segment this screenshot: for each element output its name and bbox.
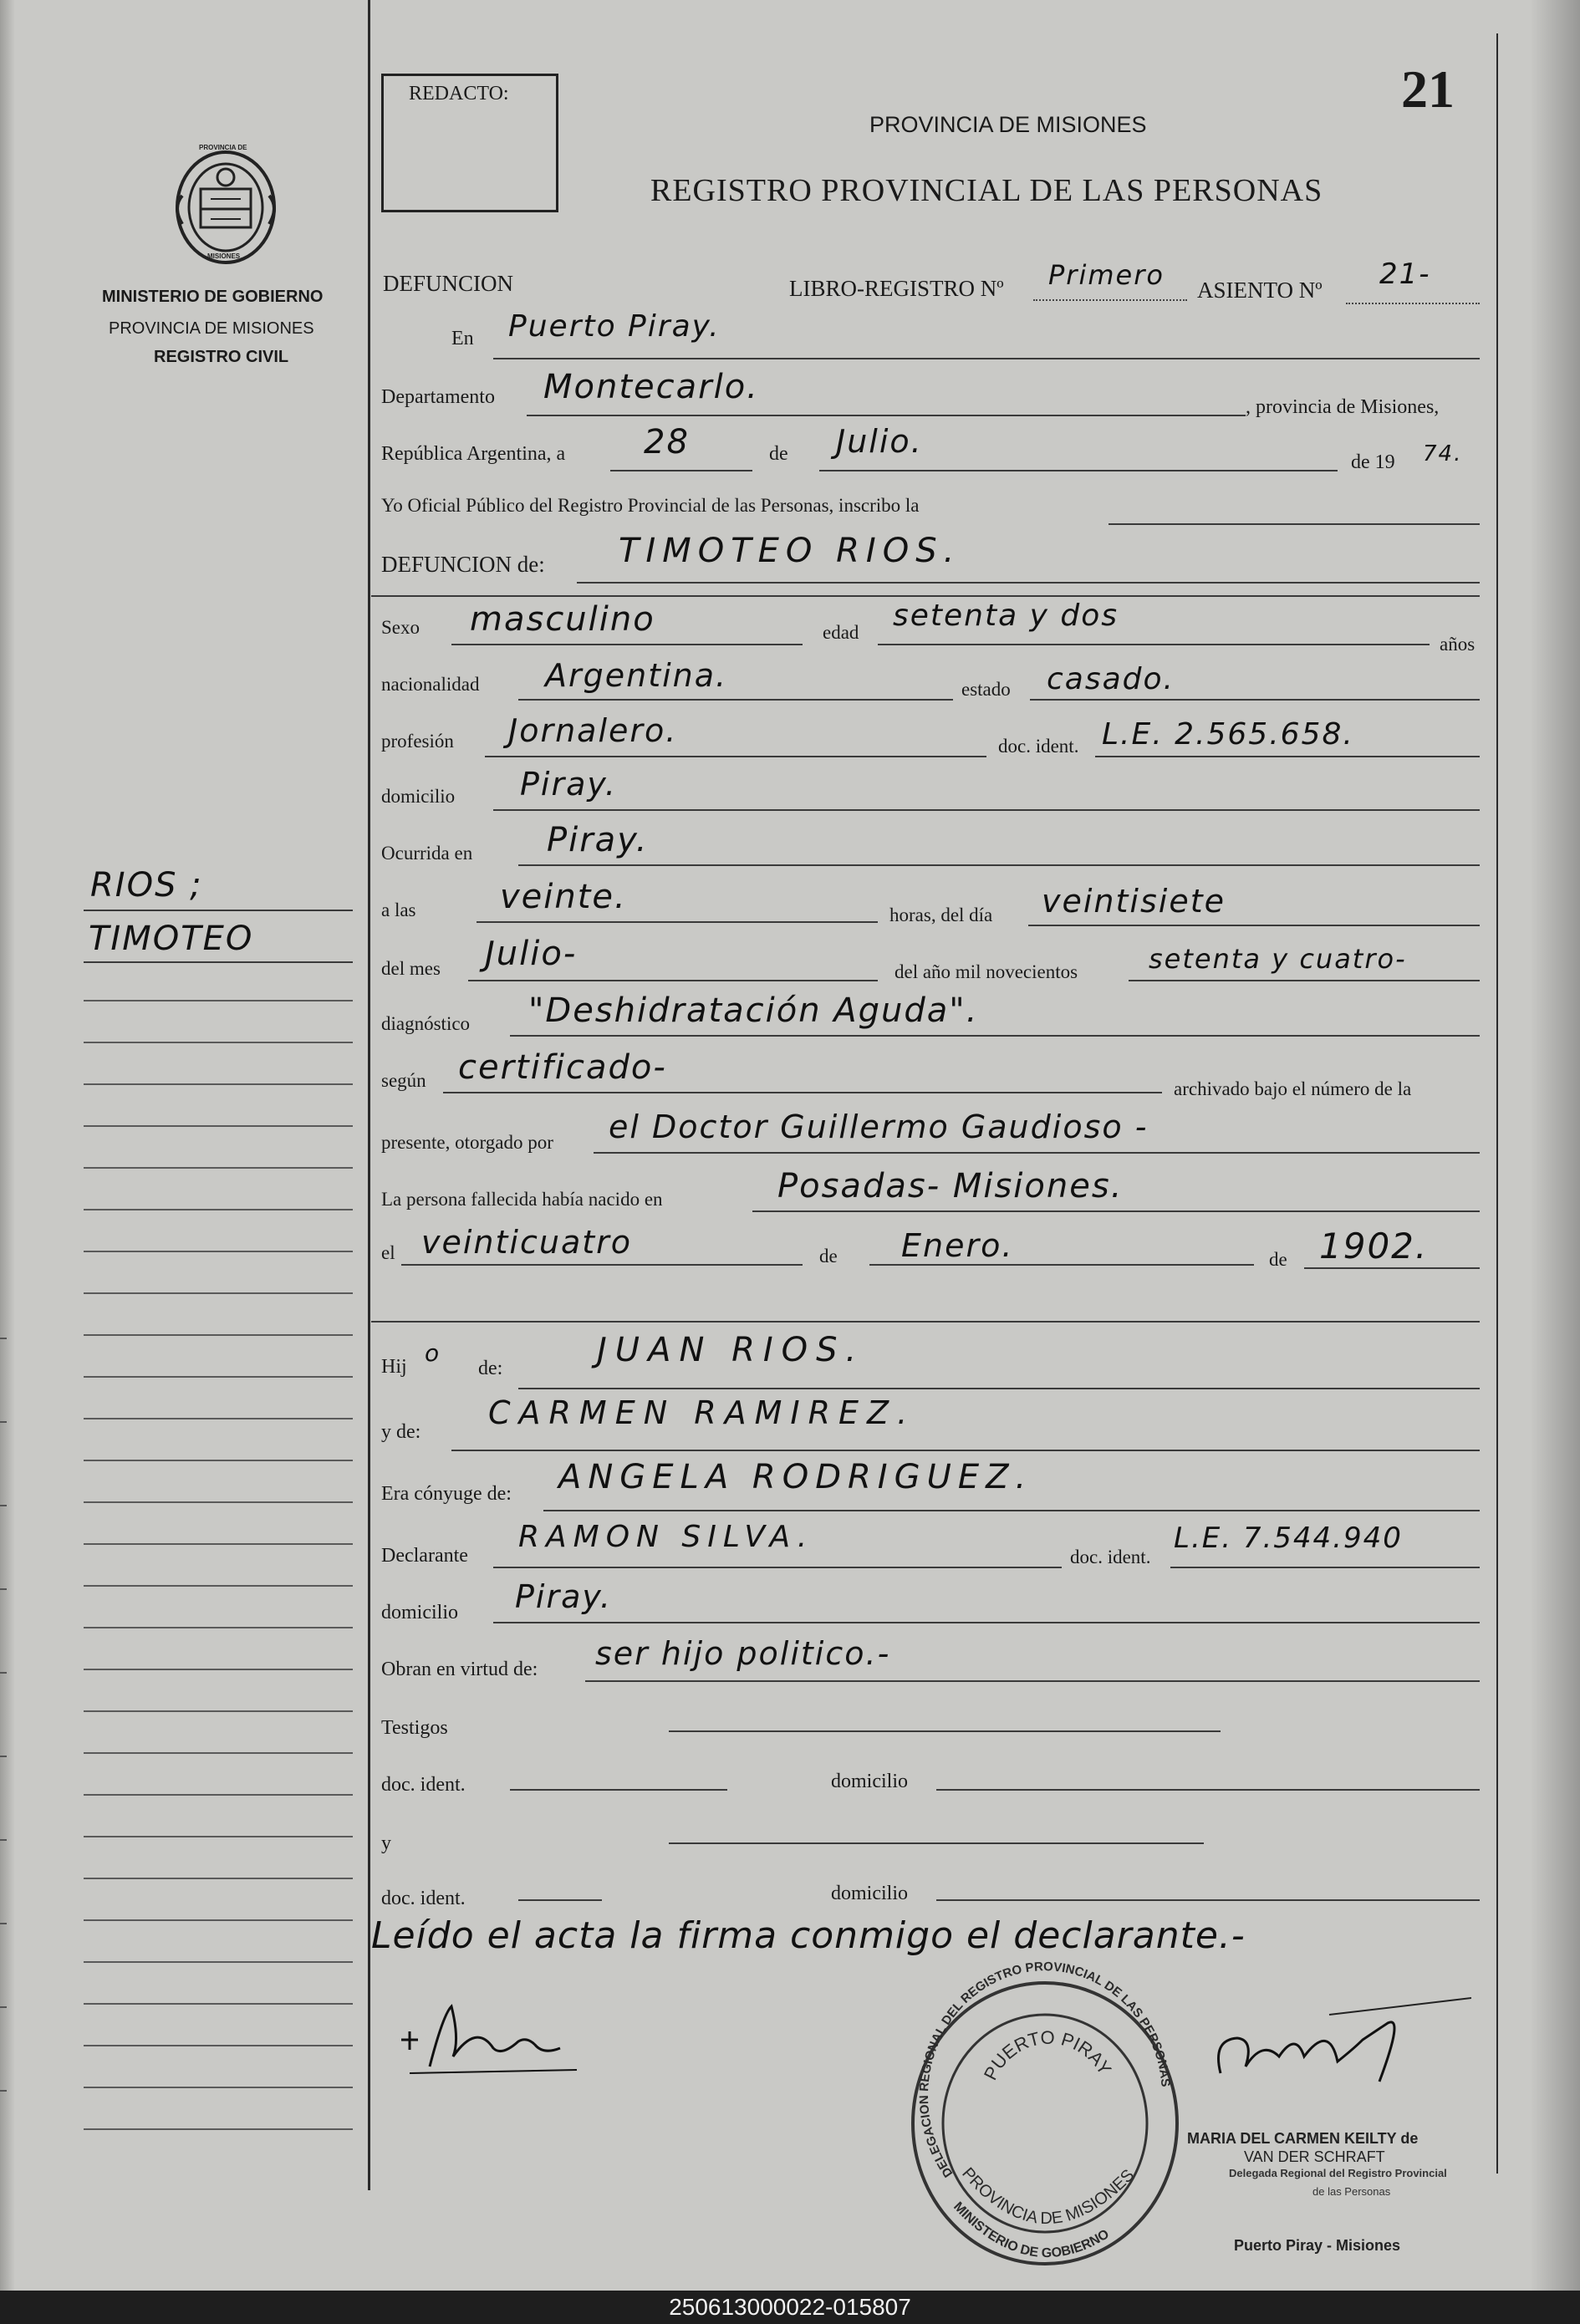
edad-value: setenta y dos [893, 599, 1119, 633]
field-line [1109, 523, 1480, 525]
en-label: En [451, 328, 474, 349]
birth-de-label: de [819, 1246, 838, 1266]
margin-rule-line [84, 2087, 353, 2088]
field-line [1028, 925, 1480, 926]
redacto-box [381, 74, 558, 212]
field-line [527, 415, 1246, 416]
y-de-label: y de: [381, 1421, 421, 1443]
margin-rule-line [84, 1000, 353, 1001]
margin-note-given-name: TIMOTEO [89, 920, 254, 958]
field-line [585, 1680, 1480, 1682]
ministry-line-3: REGISTRO CIVIL [154, 348, 289, 366]
field-line [1129, 980, 1480, 981]
field-line [1030, 699, 1480, 701]
sexo-label: Sexo [381, 617, 420, 638]
segun-value: certificado- [458, 1048, 667, 1087]
image-id-bar: 250613000022-015807 [0, 2291, 1580, 2324]
asiento-value: 21- [1379, 257, 1431, 291]
margin-rule-line [84, 1125, 353, 1127]
svg-text:PROVINCIA DE MISIONES [958, 2164, 1138, 2228]
field-line [936, 1789, 1480, 1791]
field-line [485, 756, 986, 757]
margin-rule-line [84, 1710, 353, 1712]
official-title-line-2: de las Personas [1312, 2185, 1391, 2198]
margin-rule-line [84, 1042, 353, 1043]
field-line [878, 644, 1430, 645]
deceased-value: TIMOTEO RIOS. [619, 532, 961, 570]
declarante-label: Declarante [381, 1545, 468, 1567]
doc-ident-value: L.E. 2.565.658. [1102, 717, 1354, 752]
el-label: el [381, 1242, 395, 1263]
hijo-label: Hij [381, 1356, 407, 1378]
t2-doc-label: doc. ident. [381, 1888, 466, 1909]
diagnostico-value: "Deshidratación Aguda". [528, 991, 979, 1030]
archivado-label: archivado bajo el número de la [1174, 1078, 1412, 1099]
t1-doc-label: doc. ident. [381, 1774, 466, 1796]
edge-tick [0, 1672, 7, 1674]
nacionalidad-value: Argentina. [545, 657, 728, 694]
field-line [493, 1622, 1480, 1623]
stamp-bottom-text: PROVINCIA DE MISIONES [958, 2163, 1139, 2229]
stamp-middle-text: PUERTO PIRAY [979, 2026, 1116, 2084]
nacionalidad-label: nacionalidad [381, 674, 480, 695]
decl-doc-value: L.E. 7.544.940 [1174, 1521, 1403, 1555]
asiento-label: ASIENTO Nº [1197, 278, 1323, 303]
official-title-line-3: Puerto Piray - Misiones [1234, 2237, 1401, 2254]
margin-rule-line [84, 1543, 353, 1545]
margin-rule-line [84, 1418, 353, 1419]
day-value: 28 [644, 423, 690, 461]
father-value: JUAN RIOS. [597, 1331, 865, 1369]
a-las-label: a las [381, 900, 416, 920]
decl-domicilio-label: domicilio [381, 1602, 458, 1623]
field-line [401, 1264, 803, 1266]
field-line [493, 809, 1480, 811]
hijo-de-label: de: [478, 1358, 503, 1379]
edge-tick [0, 2006, 7, 2008]
field-line [577, 582, 1480, 584]
a-las-value: veinte. [500, 878, 627, 916]
nacido-value: Posadas- Misiones. [777, 1167, 1124, 1205]
provincia-label: , provincia de Misiones, [1246, 396, 1440, 418]
stamp-ministry-text: MINISTERIO DE GOBIERNO [951, 2199, 1112, 2261]
right-rule [1496, 33, 1498, 2174]
margin-rule-line [84, 2003, 353, 2005]
defuncion-label: DEFUNCION [383, 271, 514, 296]
profesion-label: profesión [381, 731, 454, 752]
edge-tick [0, 1505, 7, 1506]
birth-month-value: Enero. [901, 1227, 1014, 1264]
ministry-line-2: PROVINCIA DE MISIONES [109, 319, 314, 338]
horas-value: veintisiete [1042, 883, 1226, 920]
margin-rule-line [84, 1083, 353, 1085]
margin-rule-line [84, 2128, 353, 2130]
field-line [493, 1567, 1062, 1568]
margin-rule-line [84, 1292, 353, 1294]
official-name-line-2: VAN DER SCHRAFT [1244, 2148, 1385, 2165]
field-line [510, 1035, 1480, 1037]
field-line [936, 1899, 1480, 1901]
horas-label: horas, del día [889, 905, 993, 925]
seal-caption-bottom: MISIONES [207, 252, 241, 260]
del-mes-label: del mes [381, 958, 441, 979]
profesion-value: Jornalero. [508, 712, 678, 749]
edge-tick [0, 1839, 7, 1841]
redacto-label: REDACTO: [409, 83, 509, 104]
departamento-label: Departamento [381, 386, 495, 408]
registry-title: REGISTRO PROVINCIAL DE LAS PERSONAS [650, 173, 1323, 208]
edge-tick [0, 1756, 7, 1757]
domicilio-value: Piray. [520, 766, 617, 803]
closing-statement: Leído el acta la firma conmigo el declarante.- [371, 1914, 1246, 1957]
sexo-value: masculino [470, 600, 655, 639]
decl-domicilio-value: Piray. [515, 1578, 612, 1615]
t1-dom-label: domicilio [831, 1771, 908, 1792]
presente-label: presente, otorgado por [381, 1132, 553, 1153]
margin-rule-line [84, 1878, 353, 1879]
year-value: 74. [1423, 441, 1463, 466]
margin-rule-line [84, 1627, 353, 1628]
section-rule [371, 1321, 1480, 1323]
official-name-line-1: MARIA DEL CARMEN KEILTY de [1187, 2130, 1419, 2147]
field-line [451, 1450, 1480, 1451]
edge-tick [0, 1923, 7, 1924]
ocurrida-value: Piray. [547, 821, 649, 859]
margin-rule-line [84, 2045, 353, 2046]
month-value: Julio. [836, 423, 923, 460]
stamp-outer-text: DELEGACION REGIONAL DEL REGISTRO PROVINCIAL DE LAS PERSONAS [916, 1960, 1173, 2180]
de19-label: de 19 [1351, 451, 1395, 473]
margin-rule-line [84, 1669, 353, 1670]
field-line [669, 1730, 1221, 1732]
edge-tick [0, 2090, 7, 2092]
margin-rule-line [84, 1334, 353, 1336]
field-line [1170, 1567, 1480, 1568]
edge-tick [0, 1588, 7, 1590]
page-number: 21 [1401, 59, 1455, 119]
field-line [477, 921, 878, 923]
field-line [518, 1899, 602, 1901]
en-value: Puerto Piray. [508, 309, 721, 344]
declarant-signature [393, 1990, 594, 2082]
t2-dom-label: domicilio [831, 1883, 908, 1904]
field-line [819, 470, 1338, 471]
margin-underline [84, 910, 353, 911]
decl-doc-label: doc. ident. [1070, 1547, 1151, 1567]
domicilio-label: domicilio [381, 786, 456, 807]
margin-rule-line [84, 1209, 353, 1210]
conyuge-value: ANGELA RODRIGUEZ. [558, 1458, 1033, 1496]
seal-caption-top: PROVINCIA DE [199, 144, 247, 151]
anio-label: del año mil novecientos [894, 961, 1078, 982]
margin-rule-line [84, 1836, 353, 1837]
field-line [543, 1510, 1480, 1511]
margin-note-surname: RIOS ; [90, 866, 203, 905]
official-signature [1204, 1990, 1471, 2115]
doc-ident-label: doc. ident. [998, 736, 1079, 757]
field-line [1346, 303, 1480, 304]
margin-rule-line [84, 1460, 353, 1461]
diagnostico-label: diagnóstico [381, 1013, 471, 1034]
field-line [518, 1388, 1480, 1389]
hijo-suffix: o [425, 1339, 441, 1367]
conyuge-label: Era cónyuge de: [381, 1483, 512, 1505]
del-mes-value: Julio- [485, 935, 578, 973]
field-line [610, 470, 752, 471]
defuncion-de-label: DEFUNCION de: [381, 552, 545, 577]
field-line [1304, 1267, 1480, 1269]
field-line [493, 358, 1480, 359]
margin-rule-line [84, 1794, 353, 1796]
field-line [510, 1789, 727, 1791]
margin-rule-line [84, 1251, 353, 1252]
edge-tick [0, 1338, 7, 1339]
declarante-value: RAMON SILVA. [518, 1520, 814, 1554]
anio-value: setenta y cuatro- [1149, 943, 1407, 975]
field-line [1033, 299, 1187, 301]
margin-rule-line [84, 1376, 353, 1378]
margin-rule [368, 0, 370, 2190]
segun-label: según [381, 1070, 426, 1091]
margin-rule-line [84, 1752, 353, 1754]
edge-tick [0, 1421, 7, 1423]
section-rule [371, 595, 1480, 597]
field-line [451, 644, 803, 645]
field-line [594, 1152, 1480, 1154]
provincial-seal-icon [164, 140, 288, 271]
obran-label: Obran en virtud de: [381, 1659, 538, 1680]
birth-year-value: 1902. [1319, 1226, 1429, 1266]
book-spine-shadow [0, 0, 15, 2291]
estado-label: estado [961, 679, 1011, 700]
field-line [518, 864, 1480, 866]
departamento-value: Montecarlo. [543, 368, 759, 406]
testigos-label: Testigos [381, 1717, 448, 1739]
y-label: y [381, 1832, 391, 1854]
official-title-line-1: Delegada Regional del Registro Provincial [1229, 2167, 1447, 2179]
estado-value: casado. [1047, 662, 1175, 696]
obran-value: ser hijo politico.- [595, 1635, 891, 1672]
margin-rule-line [84, 1585, 353, 1587]
presente-value: el Doctor Guillermo Gaudioso - [609, 1108, 1149, 1145]
field-line [752, 1210, 1480, 1212]
nacido-label: La persona fallecida había nacido en [381, 1189, 663, 1210]
ocurrida-label: Ocurrida en [381, 843, 473, 864]
field-line [468, 980, 878, 981]
svg-text:PUERTO PIRAY [980, 2027, 1116, 2084]
de-label: de [769, 443, 788, 465]
anos-label: años [1440, 634, 1476, 655]
margin-rule-line [84, 1501, 353, 1503]
mother-value: CARMEN RAMIREZ. [488, 1394, 916, 1431]
republica-label: República Argentina, a [381, 443, 566, 465]
birth-day-value: veinticuatro [421, 1224, 632, 1261]
field-line [869, 1264, 1254, 1266]
registry-round-stamp [903, 1956, 1187, 2291]
margin-rule-line [84, 1167, 353, 1169]
libro-label: LIBRO-REGISTRO Nº [789, 276, 1004, 301]
field-line [443, 1092, 1162, 1093]
libro-value: Primero [1048, 259, 1165, 291]
field-line [669, 1842, 1204, 1844]
birth-de2-label: de [1269, 1249, 1287, 1270]
margin-rule-line [84, 1919, 353, 1921]
oficial-text: Yo Oficial Público del Registro Provincial de las Personas, inscribo la [381, 495, 920, 516]
margin-rule-line [84, 1961, 353, 1963]
margin-underline [84, 961, 353, 963]
province-heading: PROVINCIA DE MISIONES [869, 112, 1147, 137]
field-line [1095, 756, 1480, 757]
ministry-line-1: MINISTERIO DE GOBIERNO [102, 288, 324, 306]
edad-label: edad [823, 622, 859, 643]
field-line [518, 699, 953, 701]
